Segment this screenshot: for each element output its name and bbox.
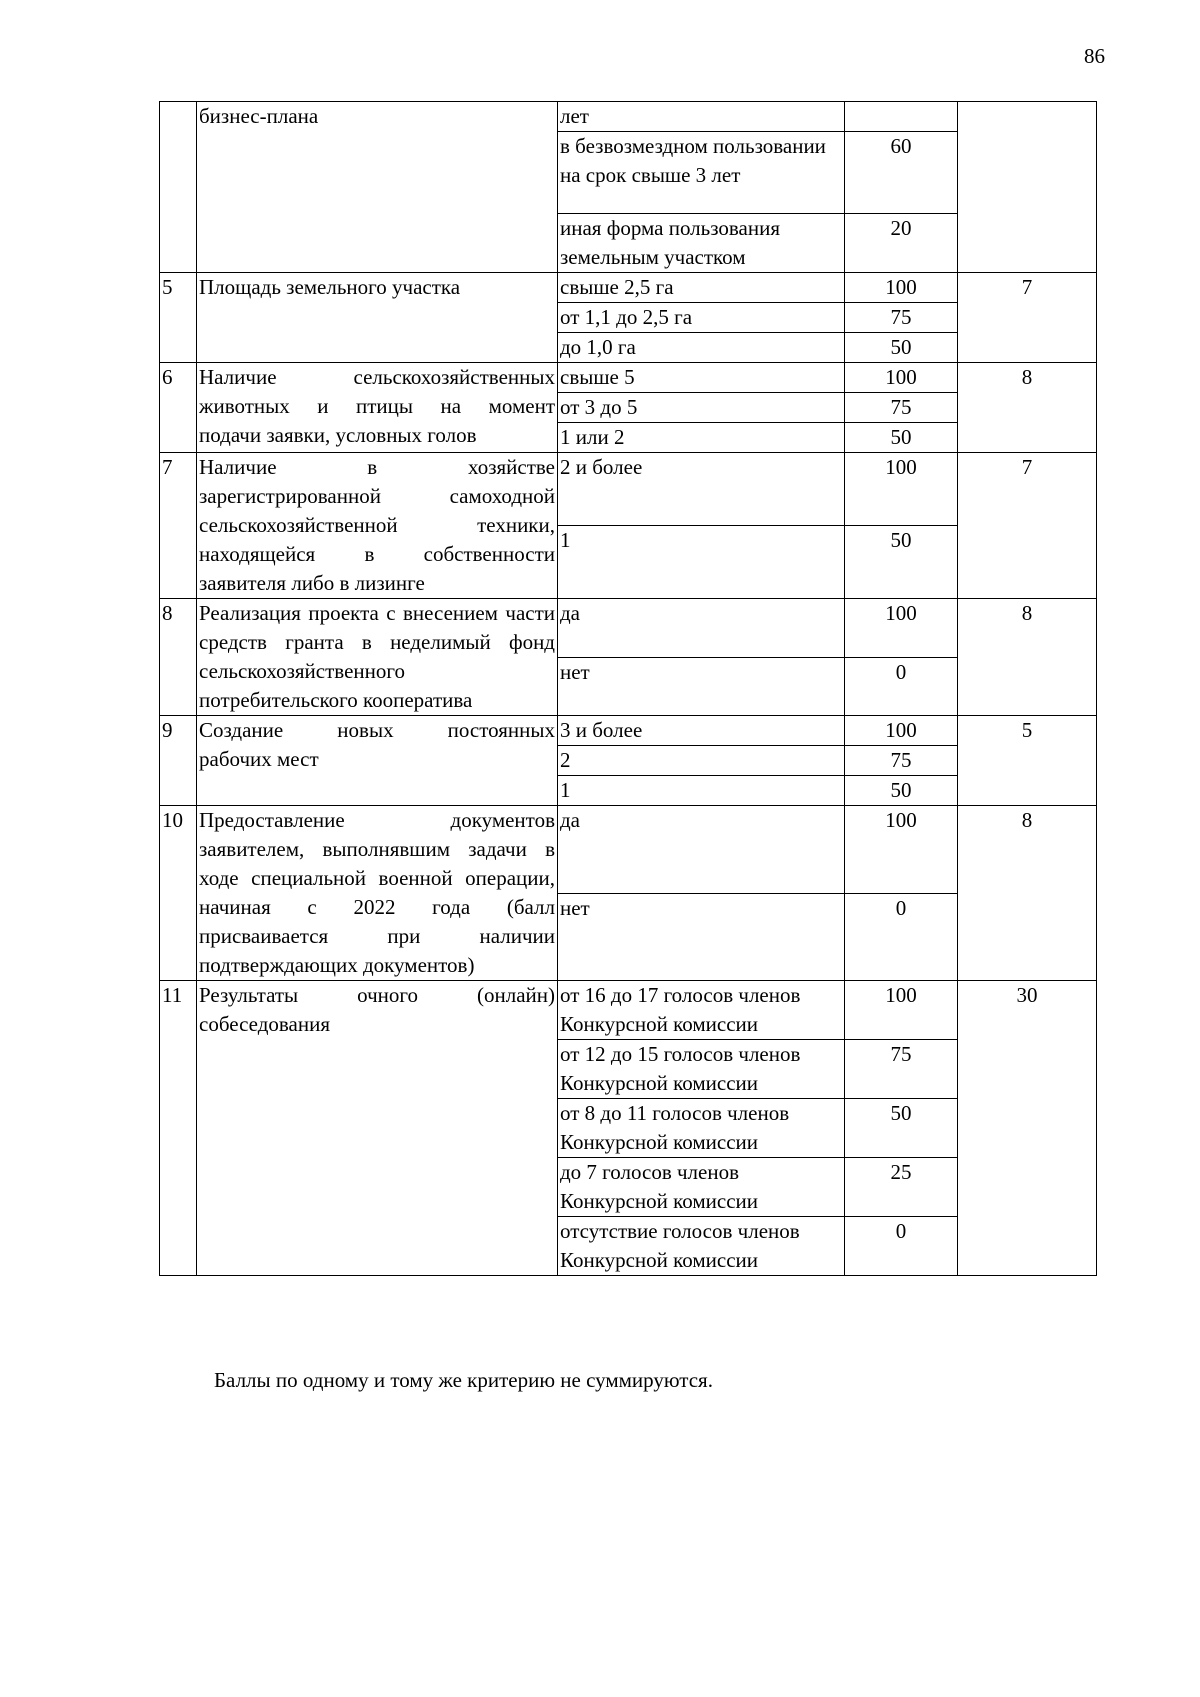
option-value: иная форма пользования земельным участком xyxy=(558,214,845,273)
option-value: свыше 5 xyxy=(558,363,845,393)
option-value: 1 xyxy=(558,526,845,599)
criterion-text-end: собеседования xyxy=(199,1012,330,1036)
option-score: 60 xyxy=(845,132,958,214)
option-score: 0 xyxy=(845,1217,958,1276)
option-score: 50 xyxy=(845,526,958,599)
criterion-number: 10 xyxy=(160,806,197,981)
option-score: 100 xyxy=(845,363,958,393)
criterion-weight: 30 xyxy=(958,981,1097,1276)
criterion-text-end: подачи заявки, условных голов xyxy=(199,423,477,447)
table-row xyxy=(160,363,1097,393)
criterion-number: 9 xyxy=(160,716,197,806)
criterion-name xyxy=(197,806,558,981)
option-score: 25 xyxy=(845,1158,958,1217)
option-value: лет xyxy=(558,102,845,132)
table-row xyxy=(160,716,1097,746)
option-value: отсутствие голосов членов Конкурсной комиссии xyxy=(558,1217,845,1276)
option-value: до 1,0 га xyxy=(558,333,845,363)
criterion-number: 8 xyxy=(160,599,197,716)
option-value: от 16 до 17 голосов членов Конкурсной комиссии xyxy=(558,981,845,1040)
criterion-weight: 8 xyxy=(958,806,1097,981)
option-score: 100 xyxy=(845,716,958,746)
criterion-weight: 8 xyxy=(958,363,1097,453)
table-row xyxy=(160,102,1097,132)
option-score: 75 xyxy=(845,303,958,333)
criterion-text: Наличие сельскохозяйственных животных и птицы на момент xyxy=(199,365,555,418)
option-score: 50 xyxy=(845,423,958,453)
option-score: 50 xyxy=(845,776,958,806)
criterion-weight xyxy=(958,102,1097,273)
option-score: 75 xyxy=(845,1040,958,1099)
table-row xyxy=(160,453,1097,526)
criterion-text-end: рабочих мест xyxy=(199,747,319,771)
criterion-name: Площадь земельного участка xyxy=(197,273,558,363)
option-value: 1 xyxy=(558,776,845,806)
criterion-weight: 7 xyxy=(958,273,1097,363)
page-number: 86 xyxy=(1084,44,1105,68)
criterion-name xyxy=(197,363,558,453)
option-value: от 12 до 15 голосов членов Конкурсной комиссии xyxy=(558,1040,845,1099)
table-row xyxy=(160,981,1097,1040)
table-row xyxy=(160,273,1097,303)
option-value: нет xyxy=(558,893,845,981)
criterion-number: 11 xyxy=(160,981,197,1276)
option-value: в безвозмездном пользовании на срок свыше 3 лет xyxy=(558,132,845,214)
option-score: 0 xyxy=(845,893,958,981)
footnote: Баллы по одному и тому же критерию не суммируются. xyxy=(214,1368,713,1392)
option-score: 50 xyxy=(845,333,958,363)
criterion-weight: 5 xyxy=(958,716,1097,806)
option-score xyxy=(845,102,958,132)
option-value: от 1,1 до 2,5 га xyxy=(558,303,845,333)
option-score: 75 xyxy=(845,393,958,423)
option-score: 100 xyxy=(845,981,958,1040)
option-value: нет xyxy=(558,657,845,716)
criteria-table xyxy=(159,101,1097,1276)
option-score: 100 xyxy=(845,806,958,894)
option-score: 0 xyxy=(845,657,958,716)
criterion-weight: 7 xyxy=(958,453,1097,599)
criterion-number: 7 xyxy=(160,453,197,599)
option-value: да xyxy=(558,599,845,658)
criterion-name xyxy=(197,716,558,806)
option-value: 2 xyxy=(558,746,845,776)
table-row xyxy=(160,806,1097,894)
option-value: свыше 2,5 га xyxy=(558,273,845,303)
criterion-text: Наличие в хозяйстве зарегистрированной самоходной сельскохозяйственной техники, находящейся в собственности xyxy=(199,455,555,566)
criterion-number: 5 xyxy=(160,273,197,363)
criterion-name xyxy=(197,981,558,1276)
option-score: 100 xyxy=(845,599,958,658)
criterion-text-end: сельскохозяйственного потребительского кооператива xyxy=(199,659,473,712)
option-score: 50 xyxy=(845,1099,958,1158)
option-score: 75 xyxy=(845,746,958,776)
criterion-number xyxy=(160,102,197,273)
table-row xyxy=(160,599,1097,658)
criterion-text-end: заявителя либо в лизинге xyxy=(199,571,425,595)
option-value: 3 и более xyxy=(558,716,845,746)
option-value: от 3 до 5 xyxy=(558,393,845,423)
criterion-name: бизнес-плана xyxy=(197,102,558,273)
criterion-text: Результаты очного (онлайн) xyxy=(199,983,555,1007)
criterion-text: Создание новых постоянных xyxy=(199,718,555,742)
criterion-number: 6 xyxy=(160,363,197,453)
option-value: да xyxy=(558,806,845,894)
option-value: 1 или 2 xyxy=(558,423,845,453)
option-value: 2 и более xyxy=(558,453,845,526)
criterion-name xyxy=(197,599,558,716)
criterion-weight: 8 xyxy=(958,599,1097,716)
option-score: 20 xyxy=(845,214,958,273)
criterion-text: Реализация проекта с внесением части средств гранта в неделимый фонд xyxy=(199,601,555,654)
option-value: до 7 голосов членов Конкурсной комиссии xyxy=(558,1158,845,1217)
criterion-text-end: подтверждающих документов) xyxy=(199,953,475,977)
criterion-name xyxy=(197,453,558,599)
option-score: 100 xyxy=(845,273,958,303)
option-score: 100 xyxy=(845,453,958,526)
option-value: от 8 до 11 голосов членов Конкурсной комиссии xyxy=(558,1099,845,1158)
criterion-text: Предоставление документов заявителем, выполнявшим задачи в ходе специальной военной операции, начиная с 2022 года (балл присваивается при наличии xyxy=(199,808,555,948)
